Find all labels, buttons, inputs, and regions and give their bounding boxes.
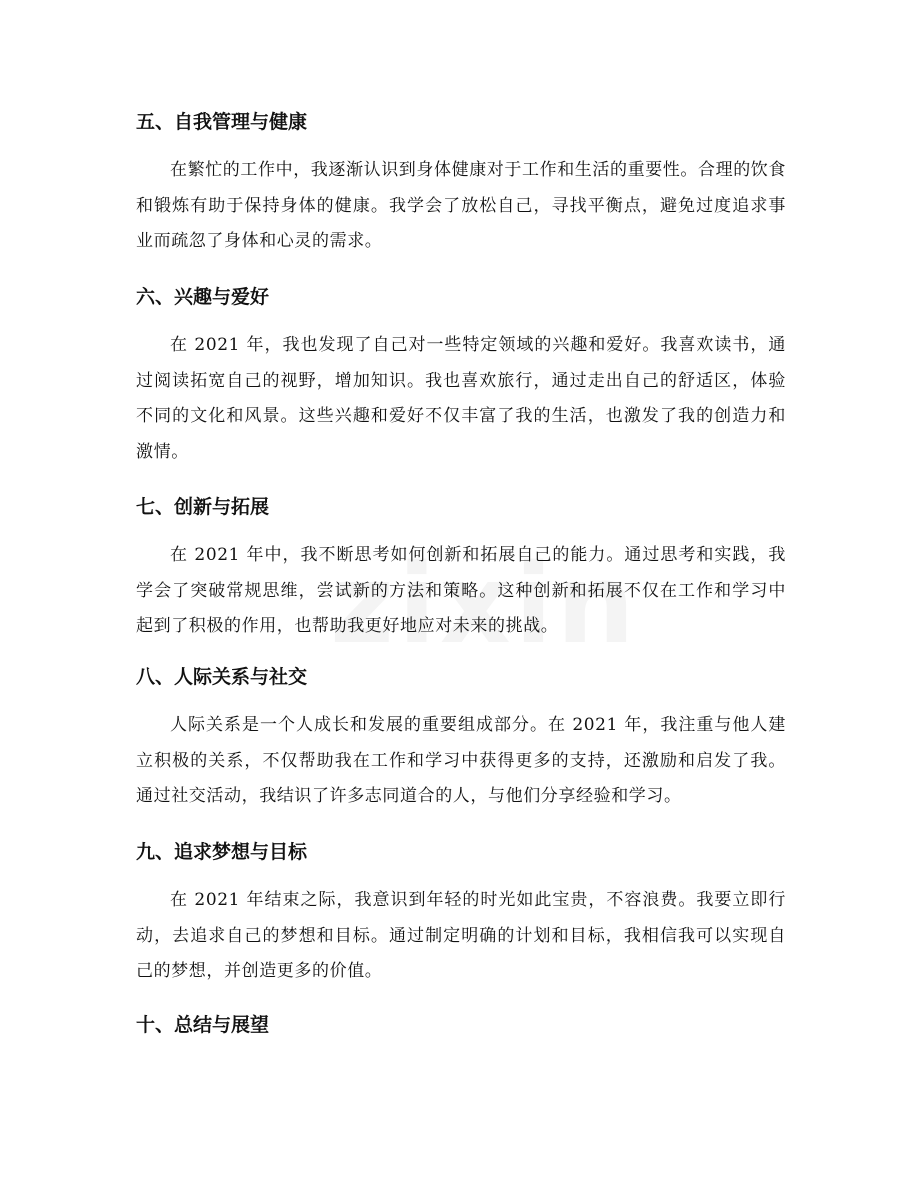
section-heading-6: 六、兴趣与爱好 <box>136 286 270 308</box>
section-paragraph-7: 在 2021 年中，我不断思考如何创新和拓展自己的能力。通过思考和实践，我学会了突破常规思维，尝试新的方法和策略。这种创新和拓展不仅在工作和学习中起到了积极的作用，也帮助我更好地应对未来的挑战。 <box>136 545 786 636</box>
section-paragraph-9: 在 2021 年结束之际，我意识到年轻的时光如此宝贵，不容浪费。我要立即行动，去追求自己的梦想和目标。通过制定明确的计划和目标，我相信我可以实现自己的梦想，并创造更多的价值。 <box>136 890 786 981</box>
section-paragraph-5: 在繁忙的工作中，我逐渐认识到身体健康对于工作和生活的重要性。合理的饮食和锻炼有助于保持身体的健康。我学会了放松自己，寻找平衡点，避免过度追求事业而疏忽了身体和心灵的需求。 <box>136 160 786 251</box>
section-heading-10: 十、总结与展望 <box>136 1014 270 1036</box>
section-paragraph-6: 在 2021 年，我也发现了自己对一些特定领域的兴趣和爱好。我喜欢读书，通过阅读拓宽自己的视野，增加知识。我也喜欢旅行，通过走出自己的舒适区，体验不同的文化和风景。这些兴趣和爱好不仅丰富了我的生活，也激发了我的创造力和激情。 <box>136 335 786 462</box>
section-heading-8: 八、人际关系与社交 <box>136 666 308 688</box>
section-heading-7: 七、创新与拓展 <box>136 496 270 518</box>
section-paragraph-8: 人际关系是一个人成长和发展的重要组成部分。在 2021 年，我注重与他人建立积极的关系，不仅帮助我在工作和学习中获得更多的支持，还激励和启发了我。通过社交活动，我结识了许多志同道合的人，与他们分享经验和学习。 <box>136 715 786 806</box>
section-heading-9: 九、追求梦想与目标 <box>136 841 308 863</box>
section-heading-5: 五、自我管理与健康 <box>136 111 308 133</box>
